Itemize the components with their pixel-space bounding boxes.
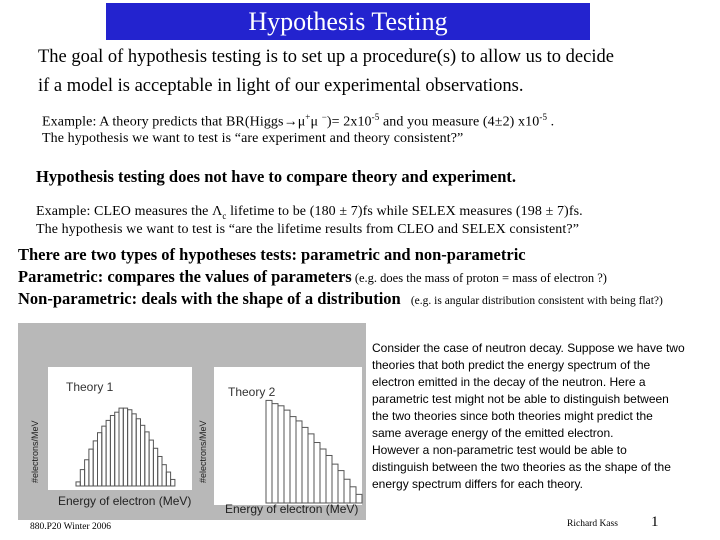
example-2-text: 7)fs.	[553, 204, 583, 219]
parametric-line	[18, 267, 607, 287]
page-title: Hypothesis Testing	[248, 7, 448, 36]
y-axis-label-2: #electrons/MeV	[198, 420, 208, 483]
description-line: theories that both predict the energy spectrum of the	[372, 358, 651, 372]
theory-2-label: Theory 2	[228, 385, 276, 399]
example-2-text: 7)fs while SELEX measures (198	[347, 204, 546, 219]
description-line: energy spectrum differs for each theory.	[372, 477, 583, 491]
description	[372, 340, 706, 493]
example-1-line-2: The hypothesis we want to test is “are experiment and theory consistent?”	[42, 131, 464, 146]
theory-1-label: Theory 1	[66, 380, 114, 394]
nonparametric-note: (e.g. is angular distribution consistent with being flat?)	[410, 295, 663, 307]
example-2-line-2: The hypothesis we want to test is “are the lifetime results from CLEO and SELEX consistent?”	[36, 222, 580, 237]
example-2-text: Example: CLEO measures the	[36, 204, 213, 219]
parametric-note: (e.g. does the mass of proton = mass of electron ?)	[351, 271, 607, 285]
title-banner	[106, 3, 590, 40]
subscript: c	[222, 210, 227, 221]
spectrum-figure	[18, 323, 366, 520]
intro-line-2: if a model is acceptable in light of our experimental observations.	[38, 76, 524, 96]
nonparametric-line	[18, 289, 663, 309]
parametric-label: Parametric: compares the values of parameters	[18, 267, 352, 286]
description-line: same average energy of the emitted electron.	[372, 426, 614, 440]
example-1-text: 2) x10	[502, 114, 540, 130]
mu-symbol: μ	[297, 114, 306, 130]
example-1-text: and you measure (4	[379, 114, 495, 130]
lambda-symbol: Λ	[212, 204, 223, 219]
example-2-text: lifetime to be (180	[226, 204, 340, 219]
description-line: Consider the case of neutron decay. Suppose we have two	[372, 341, 685, 355]
description-line: parametric test might not be able to distinguish between	[372, 392, 669, 406]
intro-line-1: The goal of hypothesis testing is to set up a procedure(s) to allow us to decide	[38, 47, 614, 67]
description-line: However a non-parametric test would be able to	[372, 443, 627, 457]
example-2-line-1	[36, 204, 583, 221]
description-line: distinguish between the two theories as the shape of the	[372, 460, 671, 474]
y-axis-label-1: #electrons/MeV	[30, 420, 40, 483]
mu-symbol: μ	[310, 114, 322, 130]
plus-minus-symbol: ±	[545, 204, 554, 219]
exponent: -5	[371, 112, 380, 122]
arrow-symbol: →	[283, 114, 298, 130]
page-number: 1	[651, 514, 659, 530]
plus-minus-symbol: ±	[339, 204, 348, 219]
description-line: the two theories since both theories might predict the	[372, 409, 653, 423]
types-heading: There are two types of hypotheses tests: parametric and non-parametric	[18, 245, 526, 264]
x-axis-label-1: Energy of electron (MeV)	[58, 494, 192, 508]
statement: Hypothesis testing does not have to compare theory and experiment.	[36, 167, 516, 186]
example-1-text: )= 2x10	[326, 114, 372, 130]
example-1-line-1	[42, 112, 554, 131]
example-1-text: .	[547, 114, 555, 130]
minus-sign: −	[321, 112, 327, 122]
nonparametric-label: Non-parametric: deals with the shape of a distribution	[18, 289, 401, 308]
x-axis-label-2: Energy of electron (MeV)	[225, 502, 359, 516]
example-1-text: Example: A theory predicts that BR(Higgs	[42, 114, 284, 130]
author-footer: Richard Kass	[567, 519, 618, 529]
plus-sign: +	[305, 112, 311, 122]
course-footer: 880.P20 Winter 2006	[30, 522, 111, 532]
description-line: electron emitted in the decay of the neutron. Here a	[372, 375, 646, 389]
spectrum-svg	[18, 323, 366, 520]
plus-minus-symbol: ±	[494, 114, 503, 130]
exponent: -5	[539, 112, 548, 122]
